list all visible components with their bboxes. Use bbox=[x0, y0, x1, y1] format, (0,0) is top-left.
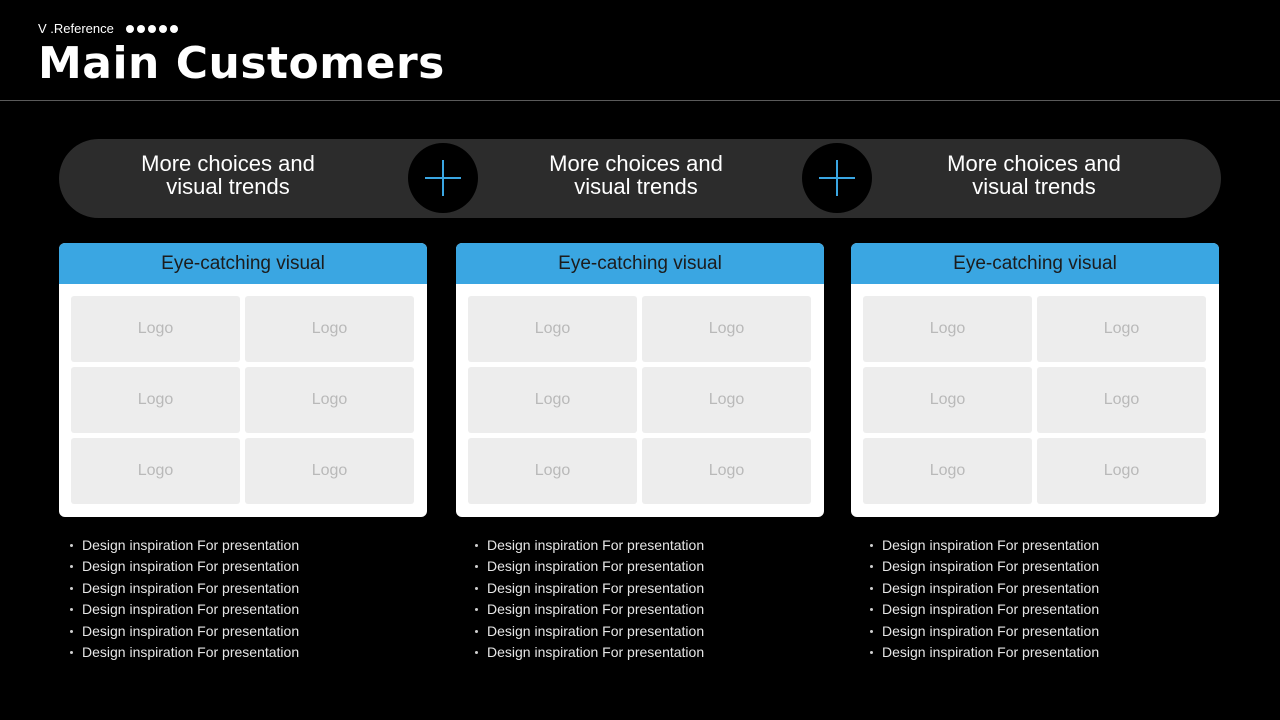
logo-grid bbox=[71, 296, 414, 504]
bullet-list bbox=[870, 535, 1099, 663]
banner-item-2 bbox=[506, 152, 766, 198]
logo-placeholder: Logo bbox=[468, 367, 637, 433]
plus-icon bbox=[423, 158, 463, 198]
bullet-item: Design inspiration For presentation bbox=[70, 578, 299, 599]
progress-dots bbox=[126, 25, 178, 33]
card-title: Eye-catching visual bbox=[851, 243, 1219, 284]
customer-card bbox=[456, 243, 824, 517]
logo-placeholder: Logo bbox=[642, 296, 811, 362]
logo-placeholder: Logo bbox=[468, 438, 637, 504]
logo-placeholder: Logo bbox=[71, 438, 240, 504]
bullet-item: Design inspiration For presentation bbox=[870, 578, 1099, 599]
banner-item-line1: More choices and bbox=[549, 151, 723, 176]
logo-placeholder: Logo bbox=[245, 296, 414, 362]
header-divider bbox=[0, 100, 1280, 101]
logo-placeholder: Logo bbox=[642, 438, 811, 504]
logo-placeholder: Logo bbox=[1037, 367, 1206, 433]
customer-card bbox=[59, 243, 427, 517]
page-title: Main Customers bbox=[38, 38, 445, 89]
card-title: Eye-catching visual bbox=[456, 243, 824, 284]
banner-item-line2: visual trends bbox=[972, 174, 1096, 199]
banner-item-line1: More choices and bbox=[141, 151, 315, 176]
bullet-item: Design inspiration For presentation bbox=[475, 578, 704, 599]
bullet-item: Design inspiration For presentation bbox=[70, 642, 299, 663]
logo-placeholder: Logo bbox=[863, 296, 1032, 362]
logo-placeholder: Logo bbox=[245, 438, 414, 504]
bullet-item: Design inspiration For presentation bbox=[475, 642, 704, 663]
card-title: Eye-catching visual bbox=[59, 243, 427, 284]
dot-icon bbox=[148, 25, 156, 33]
plus-badge bbox=[408, 143, 478, 213]
plus-badge bbox=[802, 143, 872, 213]
dot-icon bbox=[137, 25, 145, 33]
banner-item-line2: visual trends bbox=[166, 174, 290, 199]
logo-grid bbox=[863, 296, 1206, 504]
bullet-item: Design inspiration For presentation bbox=[70, 556, 299, 577]
bullet-item: Design inspiration For presentation bbox=[870, 621, 1099, 642]
banner-item-line2: visual trends bbox=[574, 174, 698, 199]
logo-placeholder: Logo bbox=[1037, 438, 1206, 504]
customer-card bbox=[851, 243, 1219, 517]
bullet-item: Design inspiration For presentation bbox=[70, 599, 299, 620]
bullet-list bbox=[70, 535, 299, 663]
logo-placeholder: Logo bbox=[71, 296, 240, 362]
logo-placeholder: Logo bbox=[863, 367, 1032, 433]
bullet-item: Design inspiration For presentation bbox=[870, 642, 1099, 663]
dot-icon bbox=[170, 25, 178, 33]
logo-placeholder: Logo bbox=[642, 367, 811, 433]
bullet-item: Design inspiration For presentation bbox=[70, 535, 299, 556]
logo-placeholder: Logo bbox=[863, 438, 1032, 504]
banner-item-3 bbox=[904, 152, 1164, 198]
banner-item-1 bbox=[98, 152, 358, 198]
logo-placeholder: Logo bbox=[245, 367, 414, 433]
bullet-item: Design inspiration For presentation bbox=[870, 556, 1099, 577]
dot-icon bbox=[126, 25, 134, 33]
bullet-item: Design inspiration For presentation bbox=[475, 599, 704, 620]
reference-label: V .Reference bbox=[38, 21, 114, 36]
bullet-item: Design inspiration For presentation bbox=[870, 599, 1099, 620]
bullet-list bbox=[475, 535, 704, 663]
bullet-item: Design inspiration For presentation bbox=[870, 535, 1099, 556]
plus-icon bbox=[817, 158, 857, 198]
bullet-item: Design inspiration For presentation bbox=[475, 535, 704, 556]
banner-item-line1: More choices and bbox=[947, 151, 1121, 176]
logo-grid bbox=[468, 296, 811, 504]
logo-placeholder: Logo bbox=[1037, 296, 1206, 362]
logo-placeholder: Logo bbox=[468, 296, 637, 362]
bullet-item: Design inspiration For presentation bbox=[475, 556, 704, 577]
logo-placeholder: Logo bbox=[71, 367, 240, 433]
bullet-item: Design inspiration For presentation bbox=[475, 621, 704, 642]
dot-icon bbox=[159, 25, 167, 33]
bullet-item: Design inspiration For presentation bbox=[70, 621, 299, 642]
